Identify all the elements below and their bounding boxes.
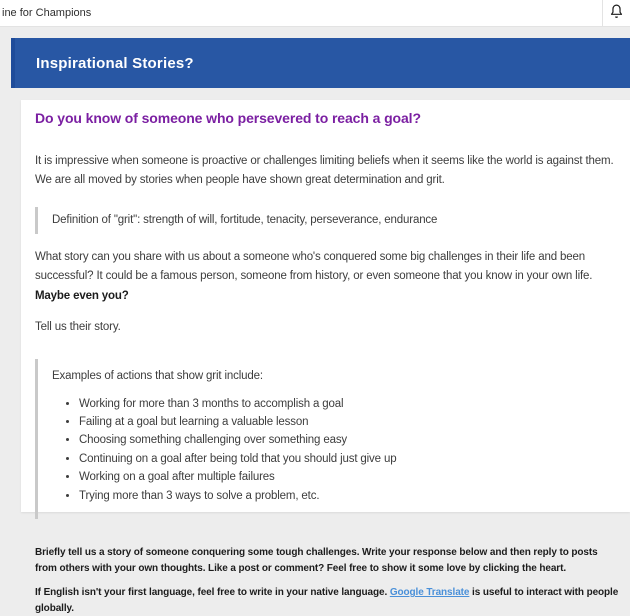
page-header	[11, 38, 630, 88]
examples-block	[35, 359, 622, 519]
tell-us-text: Tell us their story.	[35, 320, 121, 333]
notifications-button[interactable]	[608, 2, 625, 24]
list-item: • Continuing on a goal after being told that you should just give up	[79, 452, 622, 467]
story-prompt-paragraph	[35, 248, 622, 306]
list-item: • Working for more than 3 months to accomplish a goal	[79, 397, 622, 412]
topbar	[0, 0, 630, 27]
bell-icon	[608, 2, 625, 24]
examples-heading: Examples of actions that show grit include:	[52, 370, 263, 383]
intro-paragraph: It is impressive when someone is proactive or challenges limiting beliefs when it seems like the world is against them. We are all moved by stories when people have shown great determination and grit.	[35, 155, 614, 187]
list-item: • Failing at a goal but learning a valuable lesson	[79, 415, 622, 430]
story-prompt-text: What story can you share with us about a someone who's conquered some big challenges in their life and been successful? It could be a famous person, someone from history, or even someone that you know in your own life.	[35, 250, 593, 283]
page-title: Inspirational Stories?	[36, 54, 194, 72]
topbar-actions	[602, 0, 630, 26]
definition-block	[35, 207, 622, 234]
language-note-post: is useful to interact with people globally.	[35, 587, 619, 614]
site-title: ine for Champions	[2, 7, 92, 19]
definition-text: Definition of "grit": strength of will, fortitude, tenacity, perseverance, endurance	[52, 213, 438, 226]
language-note-pre: If English isn't your first language, feel free to write in your native language.	[35, 587, 390, 599]
prompt-heading: Do you know of someone who persevered to reach a goal?	[35, 110, 421, 126]
content-card	[21, 100, 630, 614]
language-note	[35, 585, 622, 616]
list-item: • Choosing something challenging over something easy	[79, 433, 622, 448]
examples-list	[52, 397, 622, 504]
list-item: • Working on a goal after multiple failures	[79, 470, 622, 485]
instructions-text: Briefly tell us a story of someone conquering some tough challenges. Write your response below and then reply to posts from others with your own thoughts. Like a post or comment? Feel free to show it some love by clicking the heart.	[35, 547, 598, 574]
list-item: • Trying more than 3 ways to solve a problem, etc.	[79, 489, 622, 504]
story-prompt-emphasis: Maybe even you?	[35, 289, 129, 302]
google-translate-link[interactable]: Google Translate	[389, 587, 470, 599]
